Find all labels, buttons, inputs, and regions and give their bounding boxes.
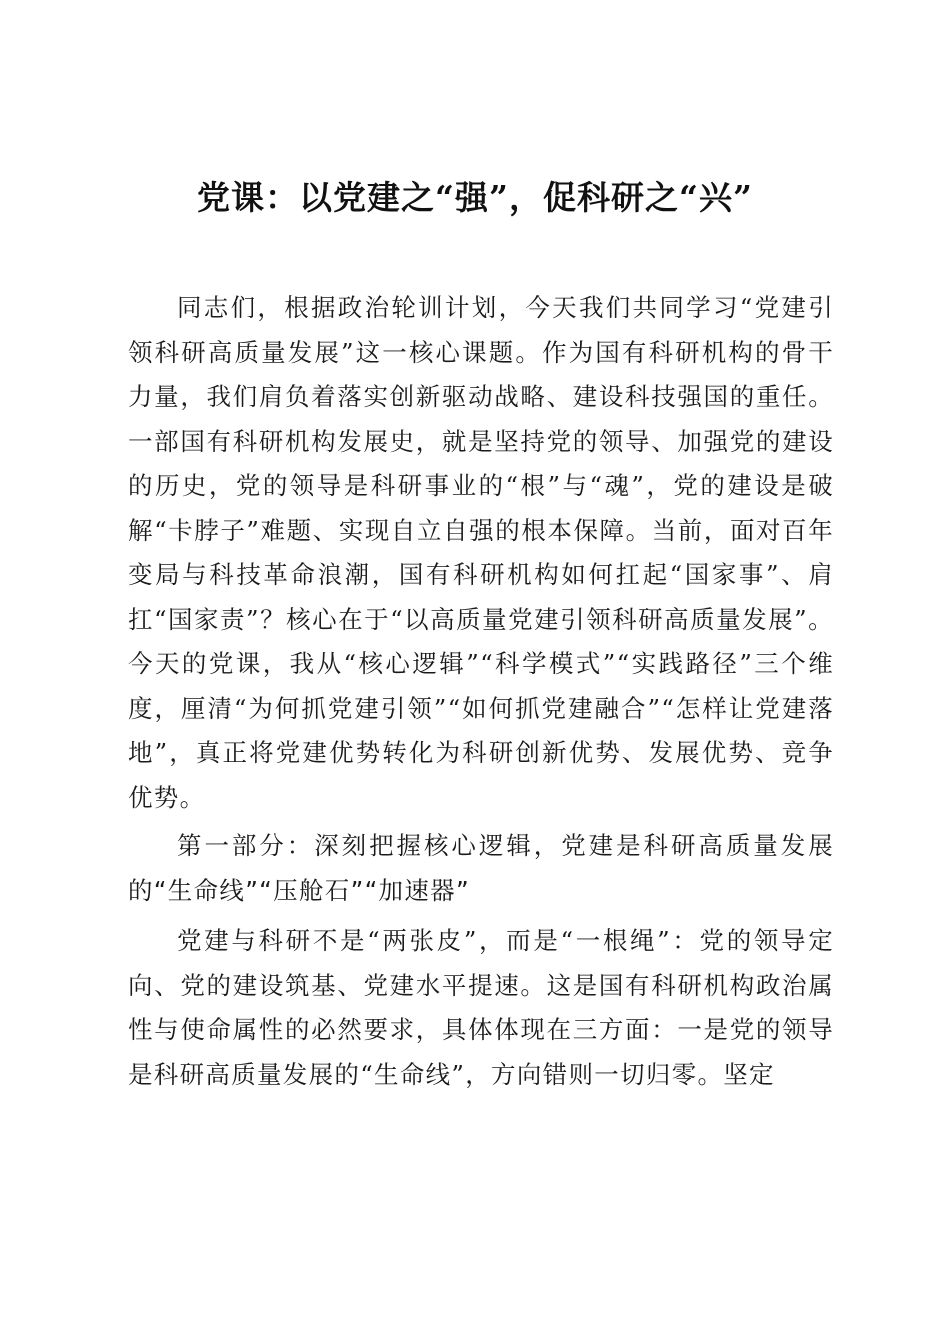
intro-paragraph: 同志们，根据政治轮训计划，今天我们共同学习“党建引领科研高质量发展”这一核心课题。作为国有科研机构的骨干力量，我们肩负着落实创新驱动战略、建设科技强国的重任。一部国有科研机构发展史，就是坚持党的领导、加强党的建设的历史，党的领导是科研事业的“根”与“魂”，党的建设是破解“卡脖子”难题、实现自立自强的根本保障。当前，面对百年变局与科技革命浪潮，国有科研机构如何扛起“国家事”、肩扛“国家责”？核心在于“以高质量党建引领科研高质量发展”。今天的党课，我从“核心逻辑”“科学模式”“实践路径”三个维度，厘清“为何抓党建引领”“如何抓党建融合”“怎样让党建落地”，真正将党建优势转化为科研创新优势、发展优势、竞争优势。 [128,293,834,812]
document-title: 党课：以党建之“强”，促科研之“兴” [197,178,753,217]
document-body [128,286,834,1097]
section-paragraph: 党建与科研不是“两张皮”，而是“一根绳”：党的领导定向、党的建设筑基、党建水平提速。这是国有科研机构政治属性与使命属性的必然要求，具体体现在三方面：一是党的领导是科研高质量发展的“生命线”，方向错则一切归零。坚定 [128,926,834,1089]
section-heading: 第一部分：深刻把握核心逻辑，党建是科研高质量发展的“生命线”“压舱石”“加速器” [128,831,834,905]
